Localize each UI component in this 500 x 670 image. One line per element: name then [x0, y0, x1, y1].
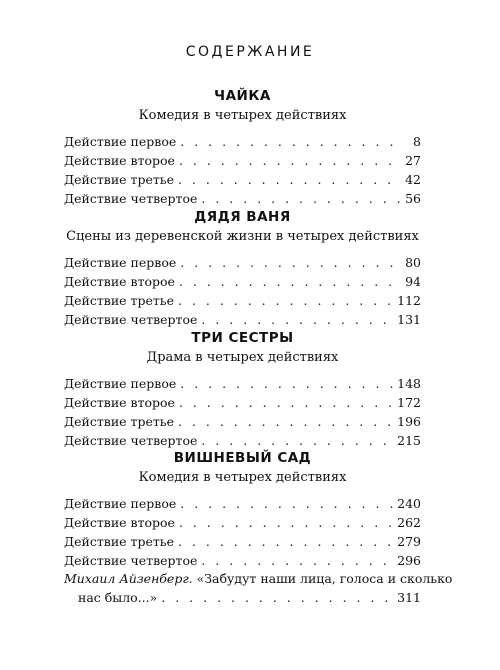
dot-leader: [201, 431, 393, 450]
dot-leader: [201, 551, 393, 570]
entry-label: Действие четвертое: [64, 312, 198, 327]
play-subtitle: Комедия в четырех действиях: [138, 108, 347, 123]
page-number: 94: [405, 274, 421, 289]
page-number: 196: [397, 414, 421, 429]
page-number: 172: [397, 395, 421, 410]
play-subtitle: Драма в четырех действиях: [146, 350, 339, 365]
dot-leader: [178, 532, 393, 551]
page-number: 56: [405, 191, 421, 206]
entry-label: Действие первое: [64, 134, 177, 149]
toc-entry[interactable]: [64, 494, 421, 513]
article-author: Михаил Айзенберг.: [64, 571, 193, 586]
toc-entry[interactable]: [64, 170, 421, 189]
play-subtitle: Сцены из деревенской жизни в четырех действиях: [66, 229, 419, 244]
toc-entry[interactable]: [64, 374, 421, 393]
page-number: 112: [397, 293, 421, 308]
play-title: ТРИ СЕСТРЫ: [191, 330, 294, 346]
page-number: 42: [405, 172, 421, 187]
play-section-chaika: [64, 87, 421, 208]
page-number: 296: [397, 553, 421, 568]
dot-leader: [179, 151, 401, 170]
toc-title: СОДЕРЖАНИЕ: [185, 44, 315, 60]
entry-label: Действие второе: [64, 153, 175, 168]
dot-leader: [179, 513, 393, 532]
dot-leader: [161, 588, 393, 607]
page-number: 148: [397, 376, 421, 391]
dot-leader: [201, 310, 393, 329]
article-entry[interactable]: [64, 569, 453, 607]
toc-entry[interactable]: [64, 253, 421, 272]
entry-label: Действие третье: [64, 293, 174, 308]
toc-entry[interactable]: [64, 151, 421, 170]
page-number: 262: [397, 515, 421, 530]
entry-label: Действие третье: [64, 414, 174, 429]
article-line-1: [64, 569, 453, 588]
entry-label: Действие первое: [64, 376, 177, 391]
page-number: 240: [397, 496, 421, 511]
play-section-vishnevyi-sad: [64, 449, 421, 570]
page-number: 8: [413, 134, 421, 149]
dot-leader: [180, 253, 401, 272]
entry-label: Действие четвертое: [64, 191, 198, 206]
dot-leader: [178, 291, 393, 310]
entry-label: Действие второе: [64, 515, 175, 530]
entry-label: Действие третье: [64, 172, 174, 187]
article-title-line-1: «Забудут наши лица, голоса и сколько: [196, 571, 453, 586]
play-title: ЧАЙКА: [214, 88, 271, 104]
dot-leader: [180, 132, 401, 151]
dot-leader: [179, 393, 393, 412]
toc-entry[interactable]: [64, 291, 421, 310]
dot-leader: [178, 412, 393, 431]
entry-label: Действие четвертое: [64, 433, 198, 448]
page-number: 215: [397, 433, 421, 448]
page-number: 311: [397, 590, 421, 605]
toc-entry[interactable]: [64, 393, 421, 412]
toc-entry[interactable]: [64, 513, 421, 532]
toc-entry[interactable]: [64, 189, 421, 208]
toc-entry[interactable]: [64, 310, 421, 329]
entry-label: Действие четвертое: [64, 553, 198, 568]
dot-leader: [178, 170, 401, 189]
play-section-tri-sestry: [64, 329, 421, 450]
article-line-2: [64, 588, 421, 607]
article-title-line-2: нас было...»: [78, 590, 158, 605]
play-title: ДЯДЯ ВАНЯ: [194, 209, 291, 225]
entry-label: Действие первое: [64, 496, 177, 511]
page-number: 131: [397, 312, 421, 327]
toc-entry[interactable]: [64, 132, 421, 151]
toc-entry[interactable]: [64, 412, 421, 431]
dot-leader: [180, 374, 393, 393]
dot-leader: [179, 272, 401, 291]
dot-leader: [201, 189, 401, 208]
toc-entry[interactable]: [64, 272, 421, 291]
toc-entry[interactable]: [64, 532, 421, 551]
dot-leader: [180, 494, 393, 513]
entry-label: Действие второе: [64, 395, 175, 410]
play-section-dyadya-vanya: [64, 208, 421, 329]
play-subtitle: Комедия в четырех действиях: [138, 470, 347, 485]
page-number: 279: [397, 534, 421, 549]
page-number: 80: [405, 255, 421, 270]
play-title: ВИШНЕВЫЙ САД: [173, 450, 312, 466]
toc-entry[interactable]: [64, 431, 421, 450]
entry-label: Действие второе: [64, 274, 175, 289]
toc-entry[interactable]: [64, 551, 421, 570]
page-number: 27: [405, 153, 421, 168]
entry-label: Действие первое: [64, 255, 177, 270]
entry-label: Действие третье: [64, 534, 174, 549]
